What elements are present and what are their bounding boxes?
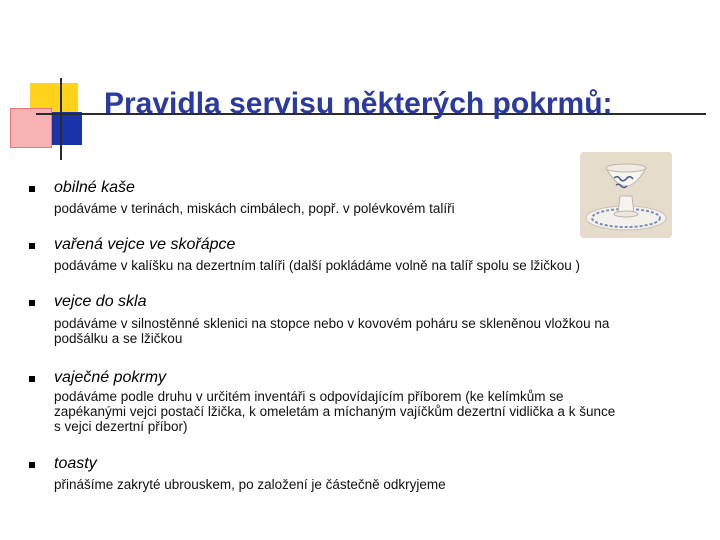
decor-blue-square — [52, 112, 82, 145]
decor-vertical-line — [60, 78, 62, 160]
item-description — [54, 316, 609, 346]
item-heading: vaječné pokrmy — [54, 369, 167, 386]
item-description — [54, 389, 615, 434]
item-heading: vejce do skla — [54, 293, 147, 310]
bullet-marker — [29, 300, 35, 306]
page-title: Pravidla servisu některých pokrmů: — [104, 87, 613, 120]
item-description — [54, 258, 580, 273]
item-description — [54, 477, 446, 492]
item-description-line: podáváme podle druhu v určitém inventáři s odpovídajícím příborem (ke kelímkům se — [54, 389, 564, 404]
egg-cup-image — [580, 152, 672, 238]
item-description-line: podáváme v terinách, miskách cimbálech, popř. v polévkovém talíři — [54, 201, 455, 216]
item-heading: vařená vejce ve skořápce — [54, 236, 236, 253]
item-description-line: s vejci dezertní příbor) — [54, 419, 188, 434]
item-description-line: podáváme v kalíšku na dezertním talíři (další pokládáme volně na talíř spolu se lžičkou ) — [54, 258, 581, 273]
bullet-marker — [29, 376, 35, 382]
bullet-marker — [29, 243, 35, 249]
item-heading: obilné kaše — [54, 179, 135, 196]
item-description — [54, 201, 455, 216]
item-heading: toasty — [54, 455, 97, 472]
item-description-line: podáváme v silnostěnné sklenici na stopce nebo v kovovém poháru se skleněnou vložkou na — [54, 316, 610, 331]
egg-cup-illustration — [580, 152, 672, 238]
item-description-line: přinášíme zakryté ubrouskem, po založení je částečně odkryjeme — [54, 477, 446, 492]
bullet-marker — [29, 462, 35, 468]
bullet-marker — [29, 186, 35, 192]
item-description-line: podšálku a se lžičkou — [54, 331, 183, 346]
item-description-line: zapékanými vejci postačí lžička, k omeletám a míchaným vajíčkům dezertní vidlička a k šunce — [54, 404, 616, 419]
